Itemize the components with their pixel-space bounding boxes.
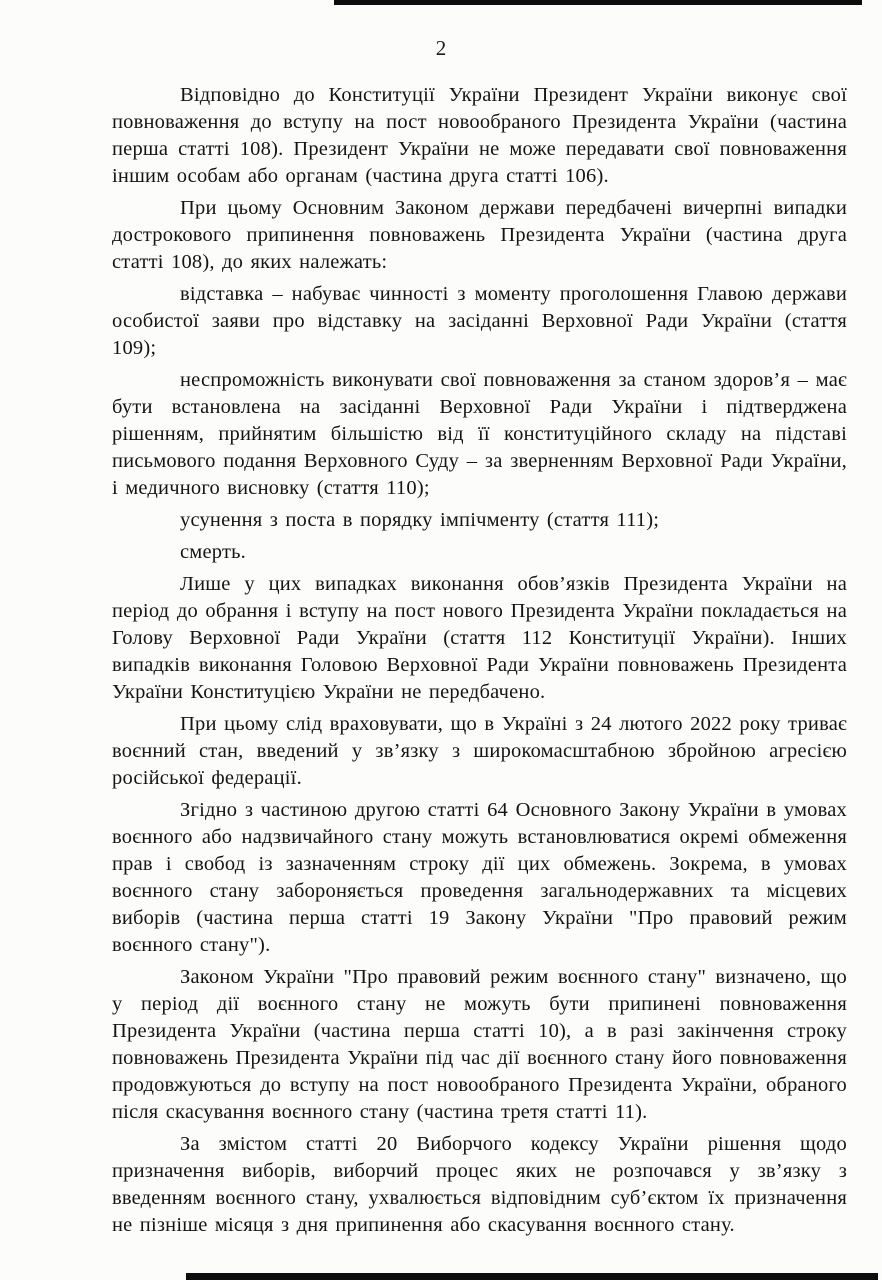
paragraph-early-termination-cases: При цьому Основним Законом держави передбачені вичерпні випадки дострокового припинення повноважень Президента України (частина друга статті 108), до яких належать: xyxy=(112,197,847,273)
scan-artifact-top-bar xyxy=(334,0,862,5)
paragraph-speaker-duties: Лише у цих випадках виконання обов’язків Президента України на період до обрання і вступу на пост нового Президента України покладається на Голову Верховної Ради України (стаття 112 Конституції України). Інших випадків виконання Головою Верховної Ради України повноважень Президента України Конституцією України не передбачено. xyxy=(112,573,847,703)
paragraph-impeachment: усунення з поста в порядку імпічменту (стаття 111); xyxy=(180,509,660,531)
paragraph-health-incapacity: неспроможність виконувати свої повноваження за станом здоров’я – має бути встановлена на засіданні Верховної Ради України і підтверджена рішенням, прийнятим більшістю від її конституційного складу на підставі письмового подання Верховного Суду – за зверненням Верховної Ради України, і медичного висновку (стаття 110); xyxy=(112,369,847,499)
page-number: 2 xyxy=(435,36,447,60)
scan-artifact-bottom-bar xyxy=(186,1273,878,1280)
paragraph-martial-law-act-provisions: Законом України "Про правовий режим воєнного стану" визначено, що у період дії воєнного стану не можуть бути припинені повноваження Президента України (частина перша статті 10), а в разі закінчення строку повноважень Президента України під час дії воєнного стану його повноваження продовжуються до вступу на пост новообраного Президента України, обраного після скасування воєнного стану (частина третя статті 11). xyxy=(112,966,847,1123)
paragraph-electoral-code-article-20: За змістом статті 20 Виборчого кодексу України рішення щодо призначення виборів, виборчий процес яких не розпочався у зв’язку з введенням воєнного стану, ухвалюється відповідним суб’єктом їх призначення не пізніше місяця з дня припинення або скасування воєнного стану. xyxy=(112,1133,847,1236)
document-body xyxy=(112,82,847,1244)
paragraph-article-64-restrictions: Згідно з частиною другою статті 64 Основного Закону України в умовах воєнного або надзвичайного стану можуть встановлюватися окремі обмеження прав і свобод із зазначенням строку дії цих обмежень. Зокрема, в умовах воєнного стану забороняється проведення загальнодержавних та місцевих виборів (частина перша статті 19 Закону України "Про правовий режим воєнного стану"). xyxy=(112,799,847,956)
paragraph-death: смерть. xyxy=(180,541,246,563)
paragraph-constitution-powers: Відповідно до Конституції України Президент України виконує свої повноваження до вступу на пост новообраного Президента України (частина перша статті 108). Президент України не може передавати свої повноваження іншим особам або органам (частина друга статті 106). xyxy=(112,84,847,187)
paragraph-martial-law-since-2022: При цьому слід враховувати, що в Україні з 24 лютого 2022 року триває воєнний стан, введений у зв’язку з широкомасштабною збройною агресією російської федерації. xyxy=(112,713,847,789)
paragraph-resignation: відставка – набуває чинності з моменту проголошення Главою держави особистої заяви про відставку на засіданні Верховної Ради України (стаття 109); xyxy=(112,283,847,359)
